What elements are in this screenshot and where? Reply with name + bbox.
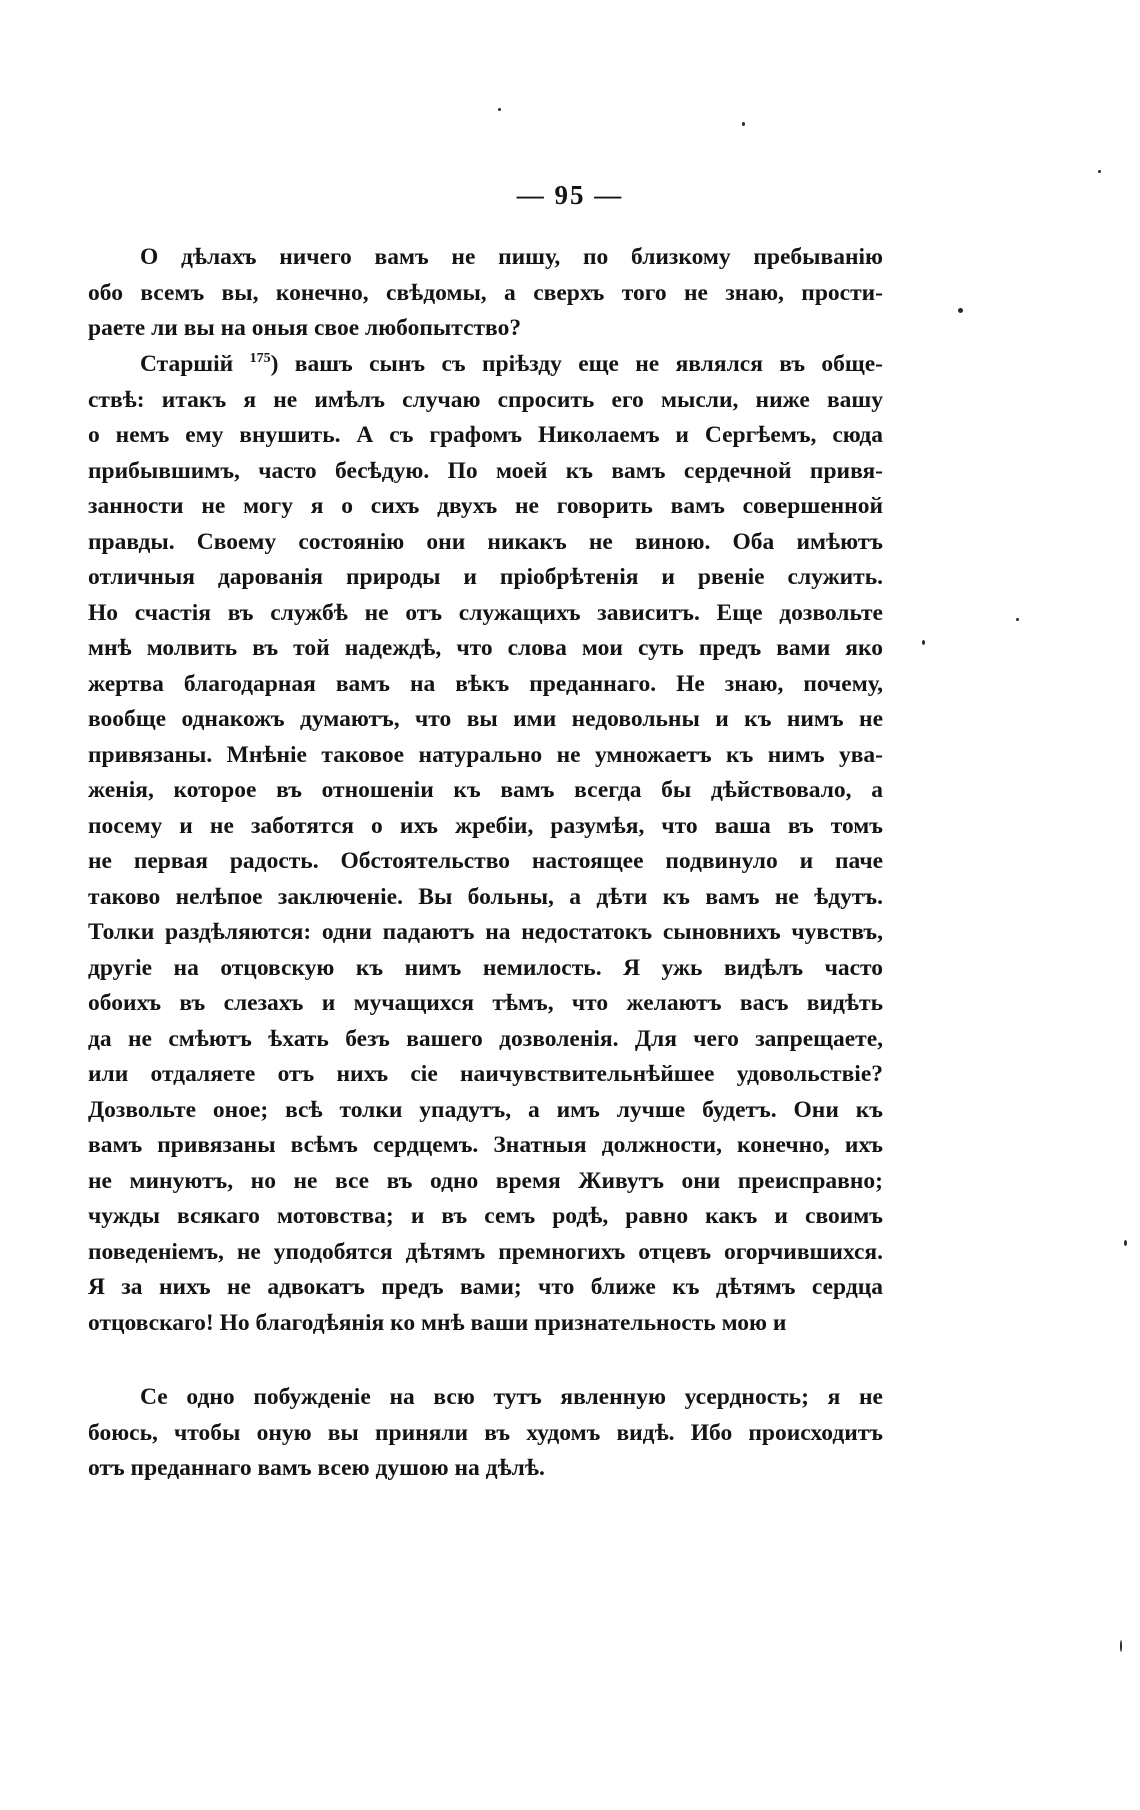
text-line: другіе на отцовскую къ нимъ немилость. Я ужь видѣлъ часто — [88, 954, 883, 981]
text-line: Толки раздѣляются: одни падаютъ на недостатокъ сыновнихъ чувствъ, — [88, 919, 883, 945]
text-line: жертва благодарная вамъ на вѣкъ преданнаго. Не знаю, почему, — [88, 670, 883, 697]
scan-speck — [1124, 1240, 1127, 1246]
text-line: не первая радость. Обстоятельство настоящее подвинуло и паче — [88, 848, 883, 874]
text-line-with-footnote — [88, 347, 883, 383]
text-line: не минуютъ, но не все въ одно время Живутъ они преисправно; — [88, 1167, 883, 1194]
text-line: О дѣлахъ ничего вамъ не пишу, по близкому пребыванію — [140, 244, 883, 270]
text-line: таково нелѣпое заключеніе. Вы больны, а дѣти къ вамъ не ѣдутъ. — [88, 883, 883, 910]
scan-speck — [1016, 618, 1019, 621]
text-line: о немъ ему внушить. А съ графомъ Николаемъ и Сергѣемъ, сюда — [88, 422, 883, 448]
text-line: Дозвольте оное; всѣ толки упадутъ, а имъ лучше будетъ. Они къ — [88, 1096, 883, 1123]
text-line: отъ преданнаго вамъ всею душою на дѣлѣ. — [88, 1455, 545, 1481]
text-line: Я за нихъ не адвокатъ предъ вами; что ближе къ дѣтямъ сердца — [88, 1274, 883, 1300]
text-line: привязаны. Мнѣніе таковое натурально не умножаетъ къ нимъ ува- — [88, 741, 883, 768]
scan-speck — [1120, 1640, 1122, 1652]
scan-speck — [498, 108, 501, 111]
text-line: ствѣ: итакъ я не имѣлъ случаю спросить его мысли, ниже вашу — [88, 386, 883, 413]
text-line: чужды всякаго мотовства; и въ семъ родѣ, равно какъ и своимъ — [88, 1203, 883, 1229]
text-line: правды. Своему состоянію они никакъ не виною. Оба имѣютъ — [88, 528, 883, 555]
text-segment: Старшій — [140, 351, 234, 377]
text-line: вамъ привязаны всѣмъ сердцемъ. Знатныя должности, конечно, ихъ — [88, 1132, 883, 1158]
text-line: отцовскаго! Но благодѣянія ко мнѣ ваши признательность мою и — [88, 1309, 787, 1336]
text-line: раете ли вы на оныя свое любопытство? — [88, 315, 522, 341]
scan-speck — [1098, 170, 1101, 173]
footnote-reference: 175 — [249, 351, 271, 367]
text-line: прибывшимъ, часто бесѣдую. По моей къ вамъ сердечной привя- — [88, 457, 883, 484]
text-line: да не смѣютъ ѣхать безъ вашего дозволенія. Для чего запрещаете, — [88, 1025, 883, 1052]
text-line: Но счастія въ службѣ не отъ служащихъ зависитъ. Еще дозвольте — [88, 599, 883, 626]
text-line: обо всемъ вы, конечно, свѣдомы, а сверхъ того не знаю, прости- — [88, 279, 883, 306]
text-line: боюсь, чтобы оную вы приняли въ худомъ видѣ. Ибо происходитъ — [88, 1419, 883, 1446]
text-line: мнѣ молвить въ той надеждѣ, что слова мои суть предъ вами яко — [88, 635, 883, 661]
scan-speck — [958, 308, 963, 313]
text-line: занности не могу я о сихъ двухъ не говорить вамъ совершенной — [88, 493, 883, 519]
paragraph-2 — [88, 347, 883, 1341]
text-segment: ) вашъ сынъ съ пріѣзду еще не являлся въ обще- — [270, 351, 884, 377]
text-line: женія, которое въ отношеніи къ вамъ всегда бы дѣйствовало, а — [88, 777, 883, 803]
text-line: Се одно побужденіе на всю тутъ явленную усердность; я не — [140, 1384, 883, 1410]
text-line: вообще однакожъ думаютъ, что вы ими недовольны и къ нимъ не — [88, 706, 883, 732]
text-line: поведеніемъ, не уподобятся дѣтямъ премногихъ отцевъ огорчившихся. — [88, 1238, 883, 1265]
text-line: обоихъ въ слезахъ и мучащихся тѣмъ, что желаютъ васъ видѣть — [88, 990, 883, 1016]
text-line: посему и не заботятся о ихъ жребіи, разумѣя, что ваша въ томъ — [88, 812, 883, 839]
scan-speck — [742, 122, 745, 126]
text-line: или отдаляете отъ нихъ сіе наичувствительнѣйшее удовольствіе? — [88, 1061, 883, 1087]
text-line: отличныя дарованія природы и пріобрѣтенія и рвеніе служить. — [88, 564, 883, 590]
scan-speck — [922, 640, 925, 645]
paragraph-1 — [88, 240, 883, 347]
paragraph-3 — [88, 1380, 883, 1487]
page-number: — 95 — — [516, 180, 624, 210]
